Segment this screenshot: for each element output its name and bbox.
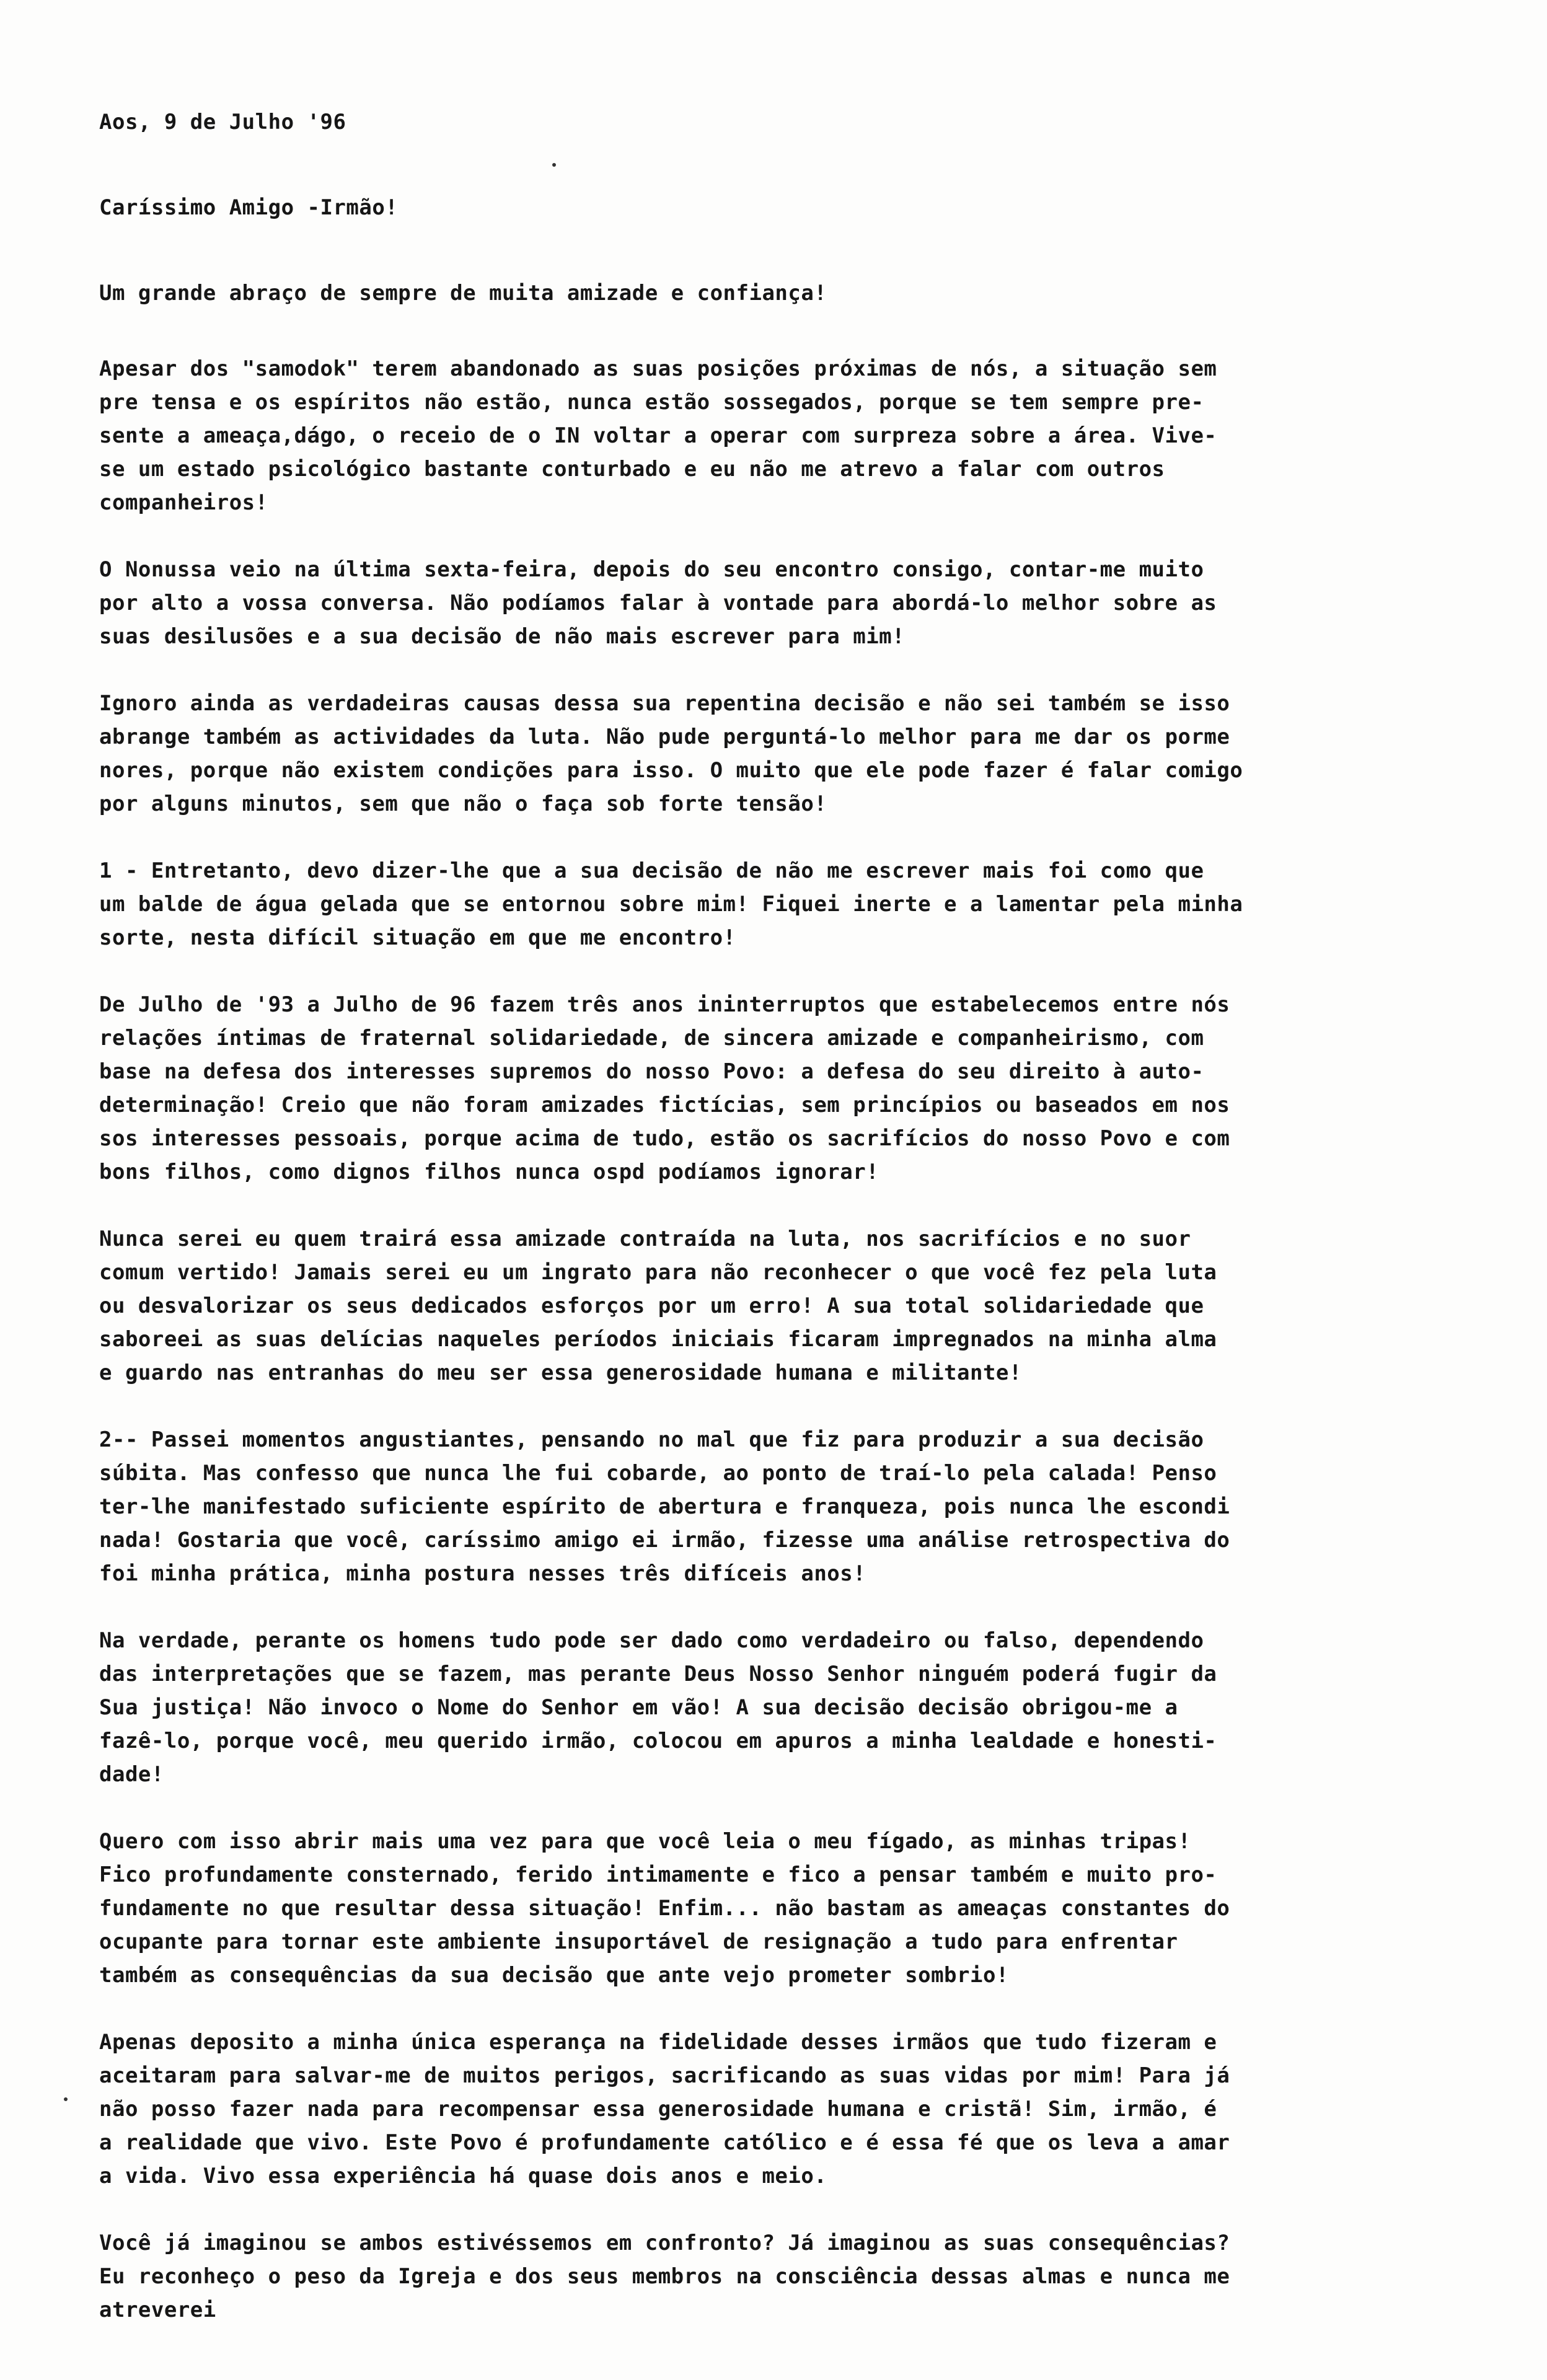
paragraph-line: se um estado psicológico bastante conturbado e eu não me atrevo a falar com outros <box>99 457 1165 482</box>
paragraph-line: bons filhos, como dignos filhos nunca ospd podíamos ignorar! <box>99 1160 879 1184</box>
paragraph-line: fundamente no que resultar dessa situação! Enfim... não bastam as ameaças constantes do <box>99 1896 1230 1921</box>
paragraph-11 <box>99 2226 1457 2327</box>
paragraph-line: por alguns minutos, sem que não o faça sob forte tensão! <box>99 791 827 816</box>
paragraph-6 <box>99 1222 1457 1390</box>
paragraph-line: comum vertido! Jamais serei eu um ingrato para não reconhecer o que você fez pela luta <box>99 1260 1217 1285</box>
paragraph-line: não posso fazer nada para recompensar essa generosidade humana e cristã! Sim, irmão, é <box>99 2097 1217 2122</box>
paragraph-line: a realidade que vivo. Este Povo é profundamente católico e é essa fé que os leva a amar <box>99 2130 1230 2155</box>
paragraph-line: companheiros! <box>99 490 268 515</box>
paragraph-line: súbita. Mas confesso que nunca lhe fui cobarde, ao ponto de traí-lo pela calada! Penso <box>99 1461 1217 1486</box>
letter-body <box>99 105 1457 2327</box>
paragraph-line: 1 - Entretanto, devo dizer-lhe que a sua decisão de não me escrever mais foi como que <box>99 858 1204 883</box>
paragraph-line: nada! Gostaria que você, caríssimo amigo ei irmão, fizesse uma análise retrospectiva do <box>99 1528 1230 1553</box>
paragraph-7 <box>99 1423 1457 1590</box>
paragraph-line: 2-- Passei momentos angustiantes, pensando no mal que fiz para produzir a sua decisão <box>99 1427 1204 1452</box>
paragraph-4 <box>99 854 1457 954</box>
paragraph-line: O Nonussa veio na última sexta-feira, depois do seu encontro consigo, contar-me muito <box>99 557 1204 582</box>
paragraph-line: abrange também as actividades da luta. Não pude perguntá-lo melhor para me dar os porme <box>99 725 1230 749</box>
paragraph-line: Você já imaginou se ambos estivéssemos em confronto? Já imaginou as suas consequências? <box>99 2231 1230 2255</box>
paragraph-line: sente a ameaça,dágo, o receio de o IN voltar a operar com surpreza sobre a área. Vive- <box>99 423 1217 448</box>
paragraph-line: das interpretações que se fazem, mas perante Deus Nosso Senhor ninguém poderá fugir da <box>99 1662 1217 1686</box>
salutation: Caríssimo Amigo -Irmão! <box>99 195 399 220</box>
paragraph-9 <box>99 1825 1457 1992</box>
paragraph-line: saboreei as suas delícias naqueles períodos iniciais ficaram impregnados na minha alma <box>99 1327 1217 1352</box>
paragraph-3 <box>99 687 1457 821</box>
paragraph-line: Apenas deposito a minha única esperança na fidelidade desses irmãos que tudo fizeram e <box>99 2030 1217 2055</box>
paragraph-line: Sua justiça! Não invoco o Nome do Senhor em vão! A sua decisão decisão obrigou-me a <box>99 1695 1178 1720</box>
paragraph-line: nores, porque não existem condições para isso. O muito que ele pode fazer é falar comigo <box>99 758 1243 783</box>
paragraph-line: sos interesses pessoais, porque acima de tudo, estão os sacrifícios do nosso Povo e com <box>99 1126 1230 1151</box>
paragraph-line: Quero com isso abrir mais uma vez para que você leia o meu fígado, as minhas tripas! <box>99 1829 1191 1854</box>
paragraph-line: relações íntimas de fraternal solidariedade, de sincera amizade e companheirismo, com <box>99 1026 1204 1051</box>
paragraph-line: dade! <box>99 1762 164 1787</box>
paragraph-line: e guardo nas entranhas do meu ser essa generosidade humana e militante! <box>99 1360 1022 1385</box>
opening-line: Um grande abraço de sempre de muita amizade e confiança! <box>99 281 827 306</box>
paragraph-line: ocupante para tornar este ambiente insuportável de resignação a tudo para enfrentar <box>99 1929 1178 1954</box>
paragraph-line: aceitaram para salvar-me de muitos perigos, sacrificando as suas vidas por mim! Para já <box>99 2063 1230 2088</box>
paragraph-1 <box>99 352 1457 519</box>
paragraph-line: fazê-lo, porque você, meu querido irmão, colocou em apuros a minha lealdade e honesti- <box>99 1729 1217 1753</box>
paragraph-line: ou desvalorizar os seus dedicados esforços por um erro! A sua total solidariedade que <box>99 1294 1204 1318</box>
paragraph-line: por alto a vossa conversa. Não podíamos falar à vontade para abordá-lo melhor sobre as <box>99 591 1217 615</box>
paragraph-line: atreverei <box>99 2298 216 2322</box>
paragraph-line: Na verdade, perante os homens tudo pode ser dado como verdadeiro ou falso, dependendo <box>99 1628 1204 1653</box>
paragraph-line: a vida. Vivo essa experiência há quase dois anos e meio. <box>99 2164 827 2188</box>
paragraph-line: determinação! Creio que não foram amizades fictícias, sem princípios ou baseados em nos <box>99 1093 1230 1117</box>
paragraph-line: foi minha prática, minha postura nesses três difíceis anos! <box>99 1561 866 1586</box>
paragraph-2 <box>99 553 1457 653</box>
paragraph-5 <box>99 988 1457 1189</box>
paragraph-line: ter-lhe manifestado suficiente espírito de abertura e franqueza, pois nunca lhe escondi <box>99 1494 1230 1519</box>
paragraph-line: pre tensa e os espíritos não estão, nunca estão sossegados, porque se tem sempre pre- <box>99 390 1204 415</box>
paragraph-line: sorte, nesta difícil situação em que me encontro! <box>99 925 736 950</box>
paragraph-line: De Julho de '93 a Julho de 96 fazem três anos ininterruptos que estabelecemos entre nós <box>99 992 1230 1017</box>
paragraph-line: Eu reconheço o peso da Igreja e dos seus membros na consciência dessas almas e nunca me <box>99 2264 1230 2289</box>
paragraph-line: Fico profundamente consternado, ferido intimamente e fico a pensar também e muito pro- <box>99 1862 1217 1887</box>
paragraph-line: base na defesa dos interesses supremos do nosso Povo: a defesa do seu direito à auto- <box>99 1059 1204 1084</box>
paragraph-8 <box>99 1624 1457 1791</box>
paragraph-line: também as consequências da sua decisão que ante vejo prometer sombrio! <box>99 1963 1009 1988</box>
paragraph-line: um balde de água gelada que se entornou sobre mim! Fiquei inerte e a lamentar pela minha <box>99 892 1243 917</box>
dateline: Aos, 9 de Julho '96 <box>99 110 346 134</box>
paragraph-line: Ignoro ainda as verdadeiras causas dessa sua repentina decisão e não sei também se isso <box>99 691 1230 716</box>
ink-speck <box>64 2097 68 2101</box>
paragraph-10 <box>99 2025 1457 2193</box>
paragraph-line: suas desilusões e a sua decisão de não mais escrever para mim! <box>99 624 906 649</box>
paragraph-line: Apesar dos "samodok" terem abandonado as suas posições próximas de nós, a situação sem <box>99 356 1217 381</box>
paragraph-line: Nunca serei eu quem trairá essa amizade contraída na luta, nos sacrifícios e no suor <box>99 1227 1191 1251</box>
